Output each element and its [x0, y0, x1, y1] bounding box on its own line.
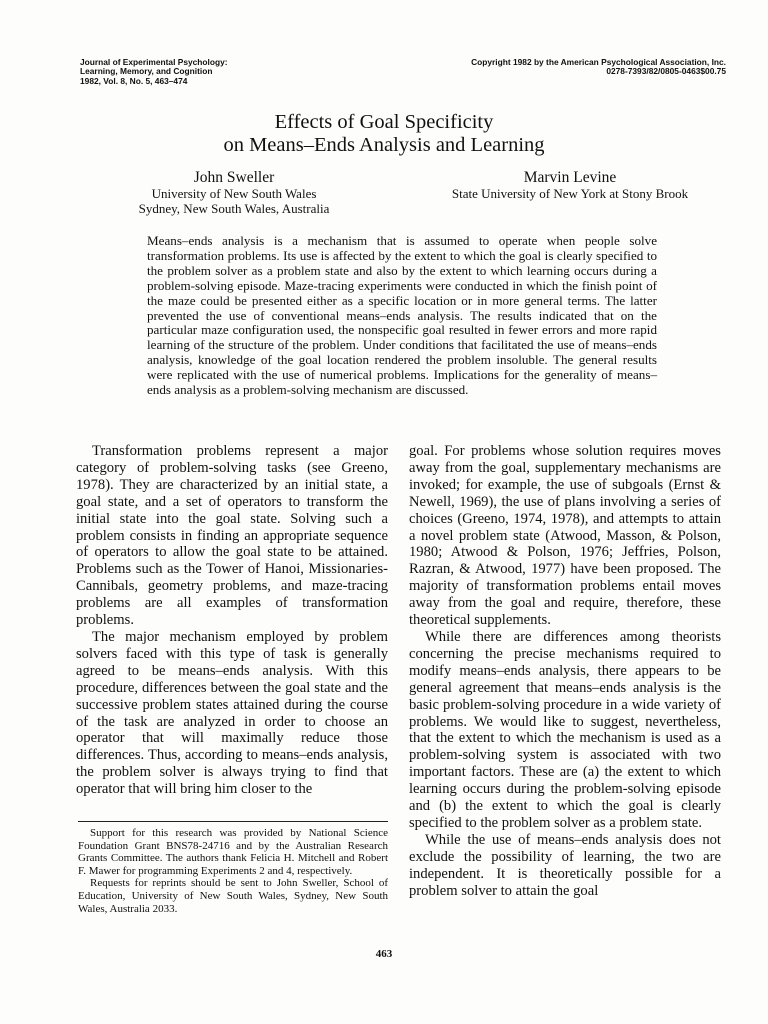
body-paragraph: Transformation problems represent a major category of problem-solving tasks (see Greeno, 1978). They are characterized by an initial state, a goal state, and a set of operators to transform the initial state into the goal state. Solving such a problem consists in finding an appropriate sequence of operators to allow the goal state to be attained. Problems such as the Tower of Hanoi, Missionaries-Cannibals, geometry problems, and maze-tracing problems are all examples of transformation problems.	[76, 443, 388, 629]
page-number: 463	[375, 948, 393, 960]
author-affiliation: University of New South Wales	[151, 186, 317, 201]
copyright-line: Copyright 1982 by the American Psychological Association, Inc.	[471, 57, 726, 67]
author-name: Marvin Levine	[523, 169, 617, 186]
author-block-sweller	[96, 169, 372, 216]
body-column-right	[409, 443, 721, 899]
author-name: John Sweller	[193, 169, 275, 186]
footnote-reprints: Requests for reprints should be sent to John Sweller, School of Education, University of New South Wales, Sydney, New South Wales, Australia 2033.	[78, 877, 388, 915]
body-paragraph: The major mechanism employed by problem solvers faced with this type of task is generally agreed to be means–ends analysis. With this procedure, differences between the goal state and the successive problem states attained during the course of the task are analyzed in order to choose an operator that will maximally reduce those differences. Thus, according to means–ends analysis, the problem solver is always trying to find that operator that will bring him closer to the	[76, 628, 388, 798]
copyright-notice	[471, 58, 726, 77]
body-paragraph: While the use of means–ends analysis does not exclude the possibility of learning, the two are independent. It is theoretically possible for a problem solver to attain the goal	[409, 831, 721, 899]
journal-name: Journal of Experimental Psychology:	[80, 57, 228, 67]
author-affiliation: Sydney, New South Wales, Australia	[138, 201, 330, 216]
body-paragraph: While there are differences among theorists concerning the precise mechanisms required to modify means–ends analysis, there appears to be general agreement that means–ends analysis is the basic problem-solving procedure in a wide variety of problems. We would like to suggest, nevertheless, that the extent to which the mechanism is used as a problem-solving system is associated with two important factors. These are (a) the extent to which learning occurs during the problem-solving episode and (b) the extent to which the goal is clearly specified to the problem solver as a problem state.	[409, 628, 721, 831]
abstract: Means–ends analysis is a mechanism that is assumed to operate when people solve transformation problems. Its use is affected by the extent to which the goal is clearly specified to the problem solver as a problem state and also by the extent to which learning occurs during a problem-solving episode. Maze-tracing experiments were conducted in which the finish point of the maze could be presented either as a specific location or in more general terms. The latter prevented the use of conventional means–ends analysis. The results indicated that on the particular maze configuration used, the nonspecific goal resulted in fewer errors and more rapid learning of the structure of the problem. Under conditions that facilitated the use of means–ends analysis, knowledge of the goal location rendered the problem insoluble. The general results were replicated with the use of numerical problems. Implications for the generality of means–ends analysis as a problem-solving mechanism are discussed.	[147, 233, 657, 398]
title-line-1: Effects of Goal Specificity	[274, 111, 494, 133]
footnotes	[78, 827, 388, 915]
footnote-divider	[78, 821, 388, 822]
author-block-levine	[402, 169, 738, 201]
author-affiliation: State University of New York at Stony Brook	[451, 186, 689, 201]
paper-title	[0, 111, 768, 156]
footnote-support: Support for this research was provided by National Science Foundation Grant BNS78-24716 and by the Australian Research Grants Committee. The authors thank Felicia H. Mitchell and Robert F. Mawer for programming Experiments 2 and 4, respectively.	[78, 827, 388, 877]
journal-volume: 1982, Vol. 8, No. 5, 463–474	[80, 75, 188, 86]
issn-line: 0278-7393/82/0805-0463$00.75	[606, 66, 726, 77]
body-column-left	[76, 443, 388, 798]
body-paragraph: goal. For problems whose solution requires moves away from the goal, supplementary mechanisms are invoked; for example, the use of subgoals (Ernst & Newell, 1969), the use of plans involving a series of choices (Greeno, 1974, 1978), and attempts to attain a novel problem state (Atwood, Masson, & Polson, 1980; Atwood & Polson, 1976; Jeffries, Polson, Razran, & Atwood, 1977) have been proposed. The majority of transformation problems entail moves away from the goal and require, therefore, these theoretical supplements.	[409, 443, 721, 629]
journal-citation	[80, 58, 228, 86]
title-line-2: on Means–Ends Analysis and Learning	[223, 133, 545, 156]
journal-section: Learning, Memory, and Cognition	[80, 66, 213, 77]
